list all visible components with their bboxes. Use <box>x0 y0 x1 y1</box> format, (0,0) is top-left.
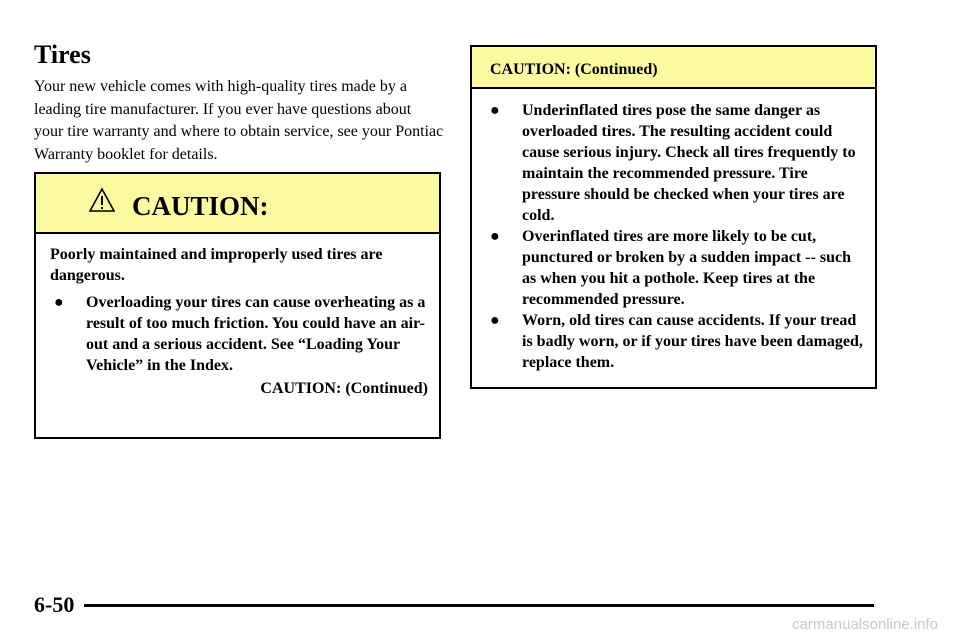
caution-title: CAUTION: <box>132 191 269 221</box>
bullet-text: Underinflated tires pose the same danger as overloaded tires. The resulting accident could cause serious injury. Check all tires frequently to maintain the recommended pressure. Tire pressure should be checked when your tires are cold. <box>522 102 856 224</box>
bullet-icon: ● <box>490 228 500 245</box>
footer-rule <box>84 604 874 607</box>
caution-paragraph: Poorly maintained and improperly used tires are dangerous. <box>50 246 383 284</box>
bullet-icon: ● <box>490 102 500 119</box>
caution-content <box>50 244 430 399</box>
watermark: carmanualsonline.info <box>792 616 938 633</box>
bullet-item <box>486 310 866 373</box>
caution-continued-bullet-list <box>486 100 866 373</box>
bullet-text: Overloading your tires can cause overheating as a result of too much friction. You could have an air-out and a serious accident. See “Loading Your Vehicle” in the Index. <box>86 294 426 374</box>
caution-continued-banner <box>472 47 875 89</box>
bullet-icon: ● <box>54 294 64 311</box>
caution-continued-box <box>470 45 877 389</box>
caution-bullet-list <box>50 292 430 376</box>
bullet-icon: ● <box>490 312 500 329</box>
caution-box <box>34 172 441 439</box>
caution-banner <box>36 174 439 234</box>
continued-label: CAUTION: (Continued) <box>260 380 428 397</box>
caution-continued-content <box>486 100 866 373</box>
bullet-text: Overinflated tires are more likely to be cut, punctured or broken by a sudden impact -- such as when you hit a pothole. Keep tires at the recommended pressure. <box>522 228 851 308</box>
section-title: Tires <box>34 40 91 69</box>
warning-triangle-icon <box>89 187 115 213</box>
bullet-item <box>50 292 430 376</box>
caution-continued-title: CAUTION: (Continued) <box>490 61 658 78</box>
intro-paragraph: Your new vehicle comes with high-quality tires made by a leading tire manufacturer. If you ever have questions about your tire warranty and where to obtain service, see your Pontiac Warranty booklet for details. <box>34 78 444 163</box>
page-number: 6-50 <box>34 592 75 617</box>
bullet-text: Worn, old tires can cause accidents. If your tread is badly worn, or if your tires have been damaged, replace them. <box>522 312 863 371</box>
bullet-item <box>486 226 866 310</box>
bullet-item <box>486 100 866 226</box>
